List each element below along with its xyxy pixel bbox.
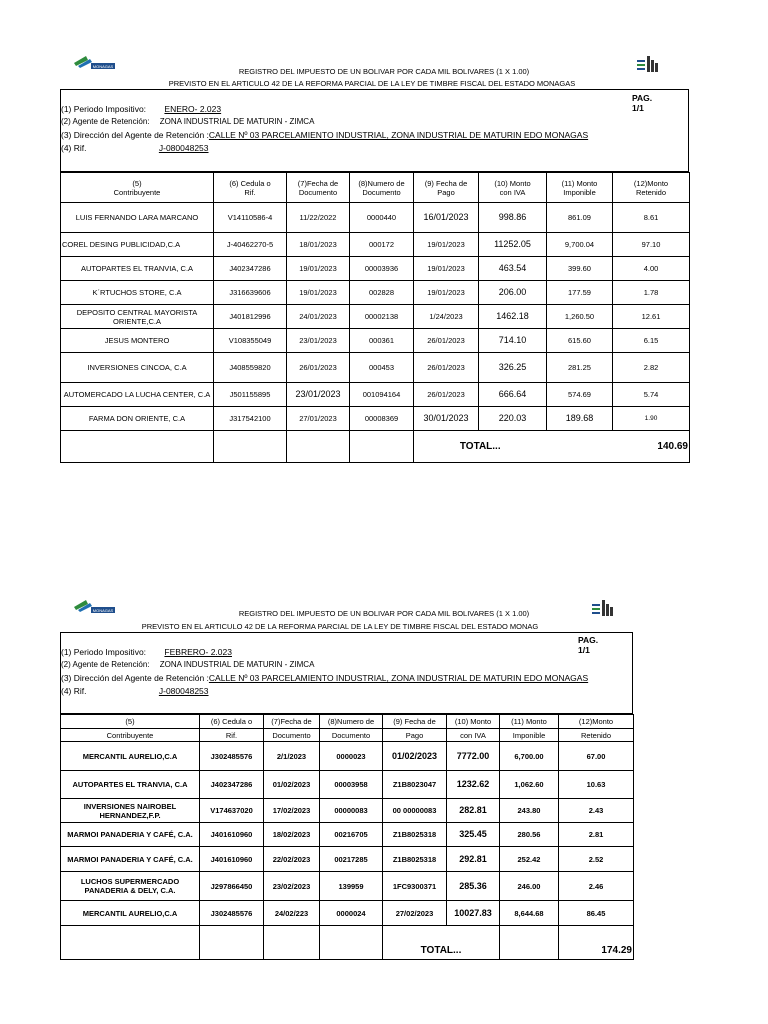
agente-value: ZONA INDUSTRIAL DE MATURIN - ZIMCA xyxy=(159,117,315,126)
header-numero-documento: (8)Numero de Documento xyxy=(350,173,414,203)
header-monto-retenido: (12)Monto xyxy=(559,715,634,729)
agente-row xyxy=(61,659,314,672)
retenciones-table xyxy=(60,714,634,960)
table-header xyxy=(61,715,634,729)
header-monto-imponible: (11) Monto Imponible xyxy=(547,173,613,203)
svg-text:MONAGAS: MONAGAS xyxy=(92,608,114,613)
periodo-row xyxy=(61,646,232,659)
header-contribuyente: (5) xyxy=(61,715,200,729)
table-row: K´RTUCHOS STORE, C.A J316639606 19/01/2023 002828 19/01/2023 206.00 177.59 1.78 xyxy=(61,281,690,305)
header-fecha-documento: (7)Fecha de Documento xyxy=(287,173,350,203)
table-row: LUIS FERNANDO LARA MARCANO V14110586-4 11/22/2022 0000440 16/01/2023 998.86 861.09 8.61 xyxy=(61,203,690,233)
header-monto-retenido: (12)Monto Retenido xyxy=(613,173,690,203)
direccion-row xyxy=(61,672,588,685)
header-monto-iva: (10) Monto xyxy=(447,715,500,729)
total-label: TOTAL... xyxy=(383,926,500,960)
table-row: DEPOSITO CENTRAL MAYORISTA ORIENTE,C.A J401812996 24/01/2023 00002138 1/24/2023 1462.18 1,260.50 12.61 xyxy=(61,305,690,329)
page-number: PAG. 1/1 xyxy=(578,635,599,655)
header-cedula: (6) Cedula o xyxy=(200,715,264,729)
header-fecha-pago: (9) Fecha de xyxy=(383,715,447,729)
table-row: AUTOPARTES EL TRANVIA, C.A J402347286 01/02/2023 00003958 Z1B8023047 1232.62 1,062.60 10.63 xyxy=(61,771,634,799)
zimca-logo-icon xyxy=(635,54,659,76)
total-row xyxy=(61,431,690,463)
table-header-sub: Contribuyente Rif. Documento Documento Pago con IVA Imponible Retenido xyxy=(61,729,634,742)
agente-label: (2) Agente de Retención: xyxy=(61,117,150,126)
direccion-row xyxy=(61,129,588,142)
table-row: AUTOMERCADO LA LUCHA CENTER, C.A J501155895 23/01/2023 001094164 26/01/2023 666.64 574.69 5.74 xyxy=(61,383,690,407)
periodo-label: (1) Periodo Impositivo: xyxy=(61,647,147,657)
direccion-value: CALLE Nº 03 PARCELAMIENTO INDUSTRIAL, ZONA INDUSTRIAL DE MATURIN EDO MONAGAS xyxy=(208,673,589,683)
table-row: MARMOI PANADERIA Y CAFÉ, C.A. J401610960 22/02/2023 00217285 Z1B8025318 292.81 252.42 2.52 xyxy=(61,847,634,872)
report-title-line1: REGISTRO DEL IMPUESTO DE UN BOLIVAR POR CADA MIL BOLIVARES (1 X 1.00) xyxy=(238,609,530,618)
direccion-label: (3) Dirección del Agente de Retención : xyxy=(61,673,209,683)
report-title-line2: PREVISTO EN EL ARTICULO 42 DE LA REFORMA PARCIAL DE LA LEY DE TIMBRE FISCAL DEL ESTADO MONAG xyxy=(141,622,539,631)
direccion-value: CALLE Nº 03 PARCELAMIENTO INDUSTRIAL, ZONA INDUSTRIAL DE MATURIN EDO MONAGAS xyxy=(208,130,589,140)
table-header xyxy=(61,173,690,203)
periodo-value: FEBRERO- 2.023 xyxy=(164,647,232,657)
agente-row xyxy=(61,116,314,129)
table-row: FARMA DON ORIENTE, C.A J317542100 27/01/2023 00008369 30/01/2023 220.03 189.68 1.90 xyxy=(61,407,690,431)
periodo-row xyxy=(61,103,221,116)
header-monto-imponible: (11) Monto xyxy=(500,715,559,729)
table-row: MERCANTIL AURELIO,C.A J302485576 24/02/223 0000024 27/02/2023 10027.83 8,644.68 86.45 xyxy=(61,901,634,926)
table-row: MERCANTIL AURELIO,C.A J302485576 2/1/2023 0000023 01/02/2023 7772.00 6,700.00 67.00 xyxy=(61,742,634,771)
periodo-value: ENERO- 2.023 xyxy=(164,104,222,114)
total-row xyxy=(61,926,634,960)
table-row: COREL DESING PUBLICIDAD,C.A J-40462270-5 18/01/2023 000172 19/01/2023 11252.05 9,700.04 97.10 xyxy=(61,233,690,257)
page-number: PAG. 1/1 xyxy=(632,93,653,113)
table-row: MARMOI PANADERIA Y CAFÉ, C.A. J401610960 18/02/2023 00216705 Z1B8025318 325.45 280.56 2.81 xyxy=(61,823,634,847)
header-fecha-documento: (7)Fecha de xyxy=(264,715,320,729)
table-row: INVERSIONES NAIROBEL HERNANDEZ,F.P. V174637020 17/02/2023 00000083 00 00000083 282.81 243.80 2.43 xyxy=(61,799,634,823)
retenciones-table xyxy=(60,172,690,463)
zimca-logo-icon xyxy=(590,598,614,620)
header-cedula: (6) Cedula o Rif. xyxy=(214,173,287,203)
rif-label: (4) Rif. xyxy=(61,686,87,696)
report-title-line2: PREVISTO EN EL ARTICULO 42 DE LA REFORMA PARCIAL DE LA LEY DE TIMBRE FISCAL DEL ESTADO MONAGAS xyxy=(168,79,576,88)
header-monto-iva: (10) Monto con IVA xyxy=(479,173,547,203)
total-label: TOTAL... xyxy=(414,431,547,463)
svg-text:MONAGAS: MONAGAS xyxy=(92,64,114,69)
agente-label: (2) Agente de Retención: xyxy=(61,660,150,669)
total-value: 174.29 xyxy=(559,926,634,960)
direccion-label: (3) Dirección del Agente de Retención : xyxy=(61,130,209,140)
table-row: JESUS MONTERO V108355049 23/01/2023 000361 26/01/2023 714.10 615.60 6.15 xyxy=(61,329,690,353)
table-row: AUTOPARTES EL TRANVIA, C.A J402347286 19/01/2023 00003936 19/01/2023 463.54 399.60 4.00 xyxy=(61,257,690,281)
rif-label: (4) Rif. xyxy=(61,143,87,153)
rif-row xyxy=(61,142,209,155)
agente-value: ZONA INDUSTRIAL DE MATURIN - ZIMCA xyxy=(159,660,315,669)
rif-row xyxy=(61,685,209,698)
periodo-label: (1) Periodo Impositivo: xyxy=(61,104,147,114)
rif-value: J-080048253 xyxy=(158,143,209,153)
rif-value: J-080048253 xyxy=(158,686,209,696)
header-contribuyente: (5) Contribuyente xyxy=(61,173,214,203)
header-fecha-pago: (9) Fecha de Pago xyxy=(414,173,479,203)
header-numero-documento: (8)Numero de xyxy=(320,715,383,729)
table-row: INVERSIONES CINCOA, C.A J408559820 26/01/2023 000453 26/01/2023 326.25 281.25 2.82 xyxy=(61,353,690,383)
total-value: 140.69 xyxy=(547,431,690,463)
report-title-line1: REGISTRO DEL IMPUESTO DE UN BOLIVAR POR CADA MIL BOLIVARES (1 X 1.00) xyxy=(238,67,530,76)
table-row: LUCHOS SUPERMERCADO PANADERIA & DELY, C.A. J297866450 23/02/2023 139959 1FC9300371 285.36 246.00 2.46 xyxy=(61,872,634,901)
